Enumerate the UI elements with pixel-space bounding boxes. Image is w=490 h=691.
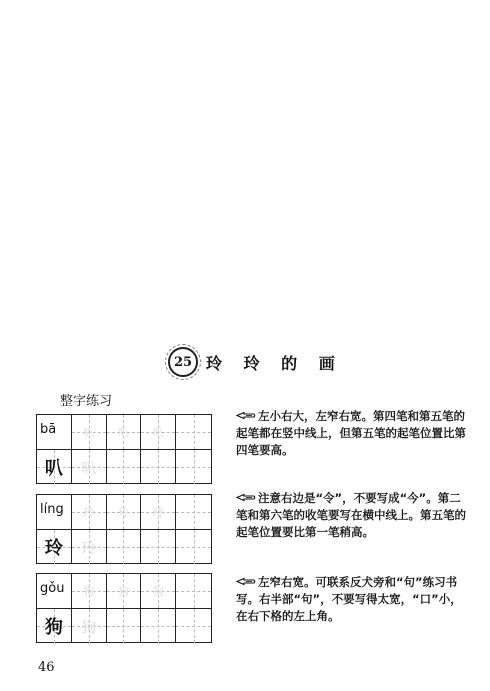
trace-cell: [72, 530, 107, 564]
pinyin-row: [37, 574, 211, 609]
empty-cell: [176, 574, 211, 608]
writing-note-ba: [236, 408, 468, 459]
trace-character: 玲: [83, 506, 95, 519]
empty-cell: [176, 450, 211, 484]
trace-character: 玲: [81, 538, 97, 557]
practice-box-gou: [36, 573, 212, 643]
trace-character: 叭: [152, 426, 164, 439]
note-text: 注意右边是“令”，不要写成“今”。第二笔和第六笔的收笔要写在横中线上。第五笔的起笔位置要比第一笔稍高。: [236, 491, 466, 539]
pointing-hand-icon: [236, 576, 256, 587]
model-cell: [37, 609, 72, 643]
trace-cell: [72, 450, 107, 484]
lesson-number: 25: [173, 354, 193, 370]
lesson-number-badge: [168, 347, 198, 377]
trace-cell: [72, 609, 107, 643]
pinyin-text: bā: [40, 422, 57, 437]
trace-cell: [141, 574, 176, 608]
lesson-header: [168, 347, 343, 377]
pinyin-text: líng: [40, 502, 64, 517]
empty-cell: [176, 530, 211, 564]
empty-cell: [176, 609, 211, 643]
model-character: 叭: [44, 458, 63, 479]
trace-character: 叭: [81, 458, 97, 477]
trace-cell: [107, 574, 142, 608]
pinyin-row: [37, 415, 211, 450]
pinyin-text: gǒu: [40, 581, 65, 596]
practice-box-ba: [36, 414, 212, 484]
trace-cell: [72, 415, 107, 449]
section-label: 整字练习: [60, 394, 113, 409]
model-character: 狗: [44, 617, 63, 638]
trace-character: 狗: [83, 585, 95, 598]
pinyin-row: [37, 495, 211, 530]
empty-cell: [176, 415, 211, 449]
note-text: 左窄右宽。可联系反犬旁和“句”练习书写。右半部“句”，不要写得太宽，“口”小，在右下格的左上角。: [236, 575, 462, 623]
model-cell: [37, 450, 72, 484]
pointing-hand-icon: [236, 492, 256, 503]
empty-cell: [141, 450, 176, 484]
trace-cell: [107, 415, 142, 449]
model-cell: [37, 530, 72, 564]
trace-character: 狗: [152, 585, 164, 598]
practice-box-ling: [36, 494, 212, 564]
note-text: 左小右大，左窄右宽。第四笔和第五笔的起笔都在竖中线上，但第五笔的起笔位置比第四笔要高。: [236, 409, 466, 457]
empty-cell: [107, 450, 142, 484]
trace-cell: [141, 495, 176, 529]
empty-cell: [141, 609, 176, 643]
trace-character: 狗: [117, 585, 129, 598]
trace-character: 狗: [81, 617, 97, 636]
empty-cell: [107, 530, 142, 564]
trace-cell: [141, 415, 176, 449]
lesson-title: 玲 玲 的 画: [206, 353, 343, 373]
trace-cell: [72, 495, 107, 529]
trace-character: 叭: [83, 426, 95, 439]
character-row: [37, 609, 211, 643]
trace-character: 玲: [117, 506, 129, 519]
model-character: 玲: [44, 538, 63, 559]
writing-note-ling: [236, 490, 468, 541]
character-row: [37, 450, 211, 484]
character-row: [37, 530, 211, 564]
trace-cell: [72, 574, 107, 608]
page-number: 46: [38, 660, 55, 675]
empty-cell: [107, 609, 142, 643]
trace-character: 叭: [117, 426, 129, 439]
empty-cell: [141, 530, 176, 564]
trace-cell: [107, 495, 142, 529]
pointing-hand-icon: [236, 410, 256, 421]
trace-character: 玲: [152, 506, 164, 519]
writing-note-gou: [236, 574, 468, 625]
empty-cell: [176, 495, 211, 529]
